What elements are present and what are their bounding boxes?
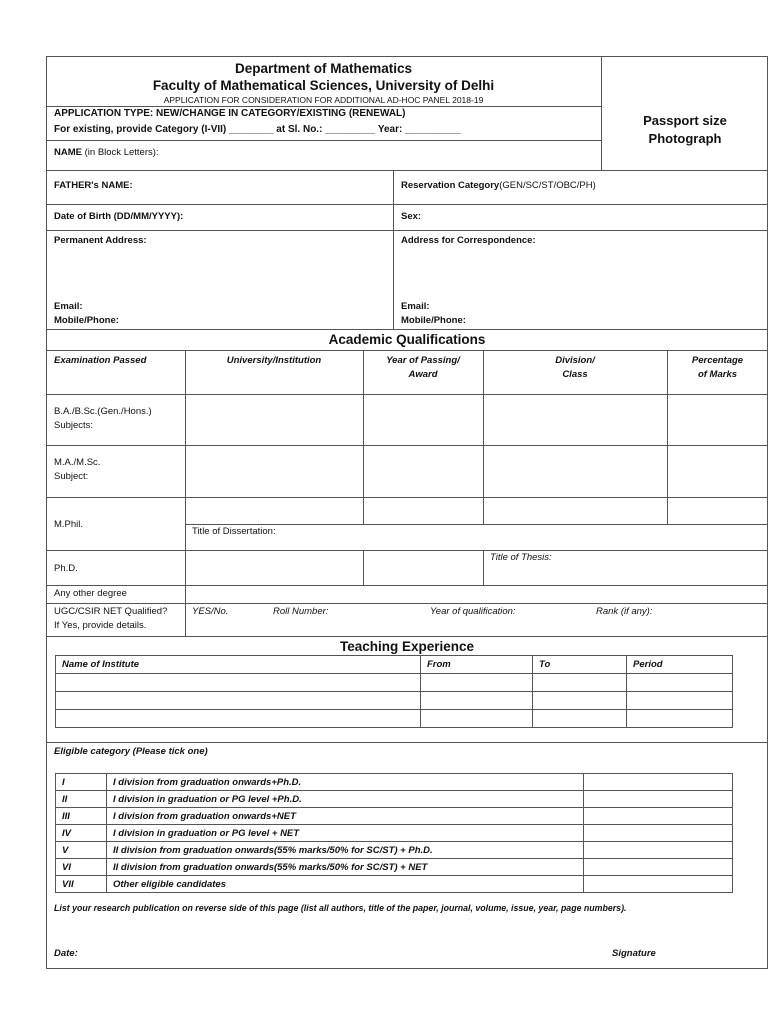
ma-label-1: M.A./M.Sc. [54,457,101,468]
eligible-row[interactable] [56,842,733,859]
eligible-code: VI [56,859,107,876]
eligible-row[interactable] [56,876,733,893]
teaching-table [55,655,733,728]
net-label-1: UGC/CSIR NET Qualified? [54,606,168,617]
row-rule-ba [46,394,768,395]
row-rule-phd [46,550,768,551]
col-year-1: Year of Passing/ [386,355,460,366]
teaching-header-row [56,656,733,674]
col-univ: University/Institution [226,355,322,366]
name-hint: (in Block Letters): [84,147,159,158]
eligible-text: I division from graduation onwards+Ph.D. [107,774,584,791]
dob-field[interactable]: Date of Birth (DD/MM/YYYY): [54,211,184,222]
ma-label-2: Subject: [54,471,89,482]
father-name-field[interactable]: FATHER's NAME: [54,180,133,191]
correspondence-address-field[interactable]: Address for Correspondence: [401,235,536,246]
name-field[interactable] [54,147,159,158]
address-rule [46,230,768,231]
eligible-text: I division from graduation onwards+NET [107,808,584,825]
permanent-address-field[interactable]: Permanent Address: [54,235,147,246]
eligible-tick-cell[interactable] [584,842,733,859]
net-year[interactable]: Year of qualification: [430,606,516,617]
other-degree-label: Any other degree [54,588,127,599]
faculty-title: Faculty of Mathematical Sciences, University of Delhi [152,78,495,93]
eligible-row[interactable] [56,791,733,808]
teaching-row[interactable] [56,710,733,728]
col-pct-2: of Marks [697,369,738,380]
signature-field[interactable]: Signature [612,948,656,959]
name-rule [46,140,601,141]
existing-line: For existing, provide Category (I-VII) ________ at Sl. No.: _________ Year: __________ [54,124,461,135]
eligible-row[interactable] [56,859,733,876]
eligible-code: II [56,791,107,808]
academic-header-rule [46,350,768,351]
eligible-text: II division from graduation onwards(55% marks/50% for SC/ST) + Ph.D. [107,842,584,859]
col-pct-1: Percentage [691,355,744,366]
eligible-title: Eligible category (Please tick one) [54,746,208,757]
teaching-bottom-rule [46,742,768,743]
eligible-tick-cell[interactable] [584,774,733,791]
net-yes-no[interactable]: YES/No. [192,606,229,617]
eligible-text: II division from graduation onwards(55% marks/50% for SC/ST) + NET [107,859,584,876]
email-left-field[interactable]: Email: [54,301,83,312]
research-note: List your research publication on reverse side of this page (list all authors, title of the paper, journal, volume, issue, year, page numbers). [54,903,627,913]
reservation-options: (GEN/SC/ST/OBC/PH) [499,180,596,191]
row-rule-net [46,603,768,604]
reservation-label: Reservation Category [401,180,500,191]
mphil-label: M.Phil. [54,519,84,530]
col-year-2: Award [408,369,438,380]
col-from: From [421,656,533,674]
email-right-field[interactable]: Email: [401,301,430,312]
row-rule-other [46,585,768,586]
mobile-right-field[interactable]: Mobile/Phone: [401,315,466,326]
eligible-text: Other eligible candidates [107,876,584,893]
eligible-row[interactable] [56,808,733,825]
phd-label: Ph.D. [54,563,78,574]
col-to: To [533,656,627,674]
personal-divider [393,170,394,329]
eligible-text: I division in graduation or PG level + NET [107,825,584,842]
name-label: NAME [54,147,82,158]
ba-label-2: Subjects: [54,420,94,431]
eligible-code: III [56,808,107,825]
acad-col-3b [483,550,484,585]
col-period: Period [627,656,733,674]
application-for: APPLICATION FOR CONSIDERATION FOR ADDITIONAL AD-HOC PANEL 2018-19 [163,95,484,105]
eligible-code: V [56,842,107,859]
eligible-tick-cell[interactable] [584,825,733,842]
eligible-row[interactable] [56,774,733,791]
application-type: APPLICATION TYPE: NEW/CHANGE IN CATEGORY/EXISTING (RENEWAL) [54,108,406,119]
eligible-code: IV [56,825,107,842]
row-rule-mphil [46,497,768,498]
sex-field[interactable]: Sex: [401,211,422,222]
col-institute: Name of Institute [56,656,421,674]
net-label-2: If Yes, provide details. [54,620,147,631]
col-div-2: Class [562,369,588,380]
photo-label-1: Passport size [643,113,727,128]
mobile-left-field[interactable]: Mobile/Phone: [54,315,119,326]
photo-label-2: Photograph [648,131,722,146]
academic-bottom-rule [46,636,768,637]
header-bottom-rule [46,170,768,171]
net-rank[interactable]: Rank (if any): [596,606,653,617]
col-exam: Examination Passed [54,355,147,366]
eligible-tick-cell[interactable] [584,808,733,825]
row-rule-ma [46,445,768,446]
acad-col-2b [363,550,364,585]
eligible-tick-cell[interactable] [584,859,733,876]
eligible-table [55,773,733,893]
eligible-code: I [56,774,107,791]
net-roll-number[interactable]: Roll Number: [273,606,329,617]
row-rule-dissertation [185,524,768,525]
dept-title: Department of Mathematics [234,61,413,76]
date-field[interactable]: Date: [54,948,78,959]
personal-bottom-rule [46,329,768,330]
eligible-text: I division in graduation or PG level +Ph.D. [107,791,584,808]
thesis-field[interactable]: Title of Thesis: [490,552,552,563]
acad-col-1 [185,350,186,636]
header-rule [46,106,601,107]
academic-title: Academic Qualifications [328,332,486,347]
teaching-row[interactable] [56,692,733,710]
eligible-code: VII [56,876,107,893]
teaching-title: Teaching Experience [339,639,475,654]
ba-label-1: B.A./B.Sc.(Gen./Hons.) [54,406,152,417]
eligible-row[interactable] [56,825,733,842]
col-div-1: Division/ [555,355,595,366]
eligible-tick-cell[interactable] [584,876,733,893]
eligible-tick-cell[interactable] [584,791,733,808]
teaching-row[interactable] [56,674,733,692]
dissertation-field[interactable]: Title of Dissertation: [192,526,276,537]
dob-rule [46,204,768,205]
reservation-field[interactable] [401,180,596,191]
